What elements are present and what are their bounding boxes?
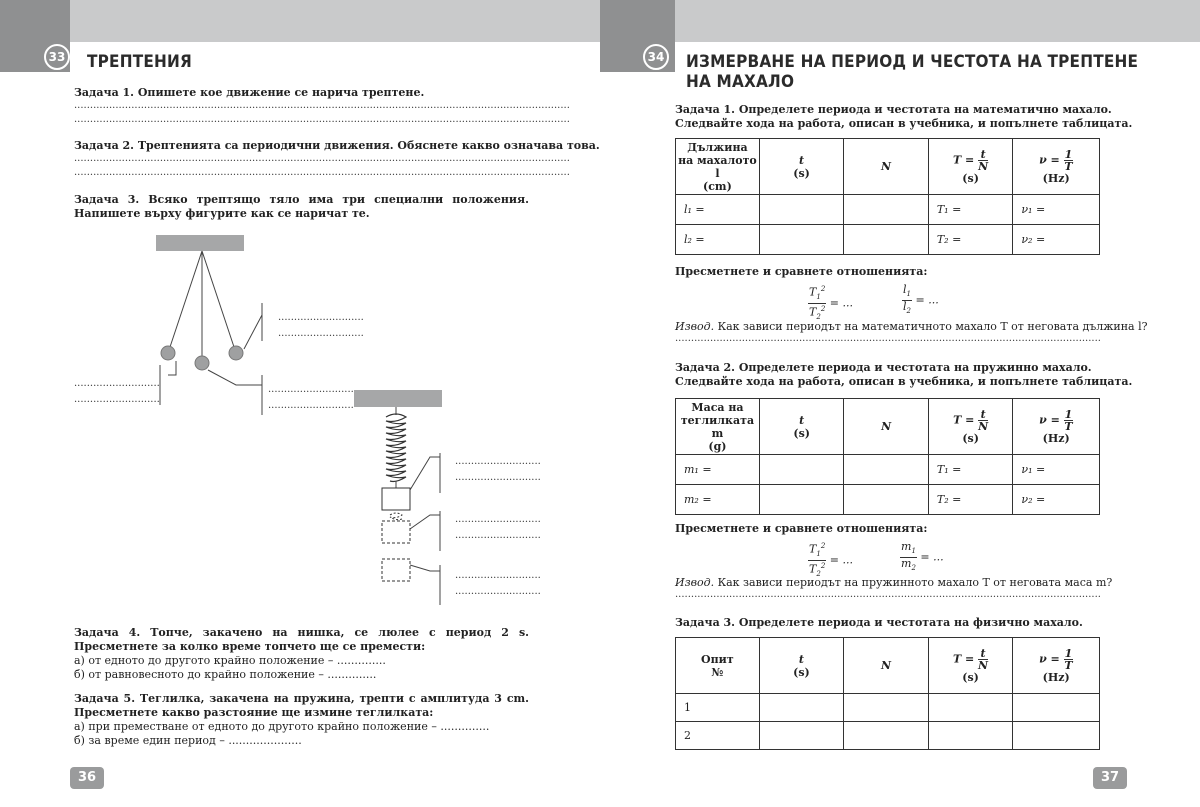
label-blank[interactable]: ........................... (268, 384, 354, 395)
table-cell[interactable] (928, 694, 1013, 722)
pendulum-ball-right (229, 346, 243, 360)
task4-left: Задача 4. Топче, закачено на нишка, се люлее с период 2 s. Пресметнете за колко време топчето ще се премести: (74, 626, 529, 653)
task1-right-line1: Задача 1. Определете периода и честотата на математично махало. (675, 103, 1112, 116)
table-mathematical-pendulum (675, 138, 1100, 255)
cell-T2[interactable]: T₂ = (928, 485, 1013, 515)
task2-right-line2: Следвайте хода на работа, описан в учебника, и попълнете таблицата. (675, 375, 1133, 388)
cell-l1[interactable]: l₁ = (676, 195, 760, 225)
label-blank[interactable]: ........................... (455, 456, 541, 467)
header-t: t (s) (759, 139, 844, 195)
table-cell[interactable] (1013, 694, 1100, 722)
page-title-right-line2: НА МАХАЛО (686, 72, 795, 92)
leader-line (244, 315, 262, 349)
table-cell[interactable] (844, 195, 928, 225)
leader-line (208, 370, 262, 385)
table-cell[interactable] (759, 694, 844, 722)
cell-m2[interactable]: m₂ = (676, 485, 760, 515)
task4-a[interactable]: а) от едното до другото крайно положение – .............. (74, 654, 386, 667)
chapter-number-left: 33 (44, 44, 70, 70)
task1-left: Задача 1. Опишете кое движение се нарича трептене. (74, 86, 425, 99)
leader-line (168, 361, 176, 375)
leader-line (410, 457, 440, 490)
cell-nu2[interactable]: ν₂ = (1013, 485, 1100, 515)
table-spring-pendulum (675, 398, 1100, 515)
page-title-left: ТРЕПТЕНИЯ (87, 52, 192, 72)
page-title-right-line1: ИЗМЕРВАНЕ НА ПЕРИОД И ЧЕСТОТА НА ТРЕПТЕНЕ (686, 52, 1139, 72)
header-N: N (844, 139, 928, 195)
table-cell[interactable] (844, 485, 928, 515)
header-trial: Опит № (676, 638, 760, 694)
header-N: N (844, 399, 928, 455)
task5-left: Задача 5. Теглилка, закачена на пружина, трепти с амплитуда 3 cm. Пресметнете какво разстояние ще измине теглилката: (74, 692, 529, 719)
cell-l2[interactable]: l₂ = (676, 225, 760, 255)
cell-T1[interactable]: T₁ = (928, 455, 1013, 485)
header-period: T = $\frac{t}{N}$ (s) (928, 638, 1013, 694)
header-t: t (s) (759, 399, 844, 455)
leader-line (410, 565, 440, 571)
table-cell[interactable] (928, 722, 1013, 750)
header-t: t (s) (759, 638, 844, 694)
task3-left: Задача 3. Всяко трептящо тяло има три специални положения. Напишете върху фигурите как се наричат те. (74, 193, 529, 220)
header-length: Дължина на махалото l (cm) (676, 139, 760, 195)
ratio-l1-l2: $\frac{l_1}{l_2}$ = ... (903, 283, 939, 316)
ratio-T1-T2: $\frac{T_1^2}{T_2^2}$ = ... (809, 542, 853, 578)
label-blank[interactable]: ........................... (278, 312, 364, 323)
page-number-right: 37 (1093, 767, 1127, 789)
task5-a[interactable]: а) при преместване от едното до другото крайно положение – .............. (74, 720, 490, 733)
table-physical-pendulum (675, 637, 1100, 750)
header-frequency: ν = $\frac{1}{T}$ (Hz) (1013, 399, 1100, 455)
answer-line[interactable]: ...................................................................................................................................... (675, 589, 1101, 600)
table-cell[interactable] (844, 722, 929, 750)
label-blank[interactable]: ........................... (455, 586, 541, 597)
cell-T2[interactable]: T₂ = (928, 225, 1013, 255)
pendulum-ball-center (195, 356, 209, 370)
header-period: T = $\frac{t}{N}$ (s) (928, 399, 1013, 455)
spring-weight-ghost-2 (382, 559, 410, 581)
conclusion-2: Извод. Как зависи периодът на пружинното махало T от неговата маса m? (675, 576, 1113, 589)
header-band-left (70, 0, 600, 42)
label-blank[interactable]: ........................... (455, 514, 541, 525)
compute-label-1: Пресметнете и сравнете отношенията: (675, 265, 928, 278)
task2-left: Задача 2. Трептенията са периодични движения. Обяснете какво означава това. (74, 139, 600, 152)
spring-support (354, 390, 442, 407)
task3-right: Задача 3. Определете периода и честотата на физично махало. (675, 616, 1083, 629)
page-number-left: 36 (70, 767, 104, 789)
header-period: T = $\frac{t}{N}$ (s) (928, 139, 1013, 195)
pendulum-string-left (168, 251, 202, 353)
label-blank[interactable]: ........................... (455, 530, 541, 541)
table-cell[interactable] (844, 225, 928, 255)
spring-weight-ghost-1 (382, 521, 410, 543)
table-cell[interactable] (759, 455, 844, 485)
compute-label-2: Пресметнете и сравнете отношенията: (675, 522, 928, 535)
table-cell[interactable] (844, 455, 928, 485)
header-N: N (844, 638, 929, 694)
cell-T1[interactable]: T₁ = (928, 195, 1013, 225)
ratio-T1-T2: $\frac{T_1^2}{T_2^2}$ = ... (809, 285, 853, 321)
table-cell[interactable] (759, 722, 844, 750)
answer-line[interactable]: ............................................................................................................................................................ (74, 114, 570, 125)
task4-b[interactable]: б) от равновесното до крайно положение – .............. (74, 668, 377, 681)
label-blank[interactable]: ........................... (268, 400, 354, 411)
answer-line[interactable]: ...................................................................................................................................... (675, 333, 1101, 344)
label-blank[interactable]: ........................... (74, 378, 160, 389)
cell-m1[interactable]: m₁ = (676, 455, 760, 485)
cell-nu2[interactable]: ν₂ = (1013, 225, 1100, 255)
label-blank[interactable]: ........................... (278, 328, 364, 339)
answer-line[interactable]: ............................................................................................................................................................ (74, 100, 570, 111)
table-cell[interactable] (1013, 722, 1100, 750)
oscillation-figure (0, 225, 600, 615)
label-blank[interactable]: ........................... (455, 472, 541, 483)
table-cell[interactable] (759, 485, 844, 515)
cell-nu1[interactable]: ν₁ = (1013, 195, 1100, 225)
spring-coil (386, 414, 406, 482)
header-band-right (675, 0, 1200, 42)
task5-b[interactable]: б) за време един период – ..................... (74, 734, 302, 747)
table-cell[interactable] (844, 694, 929, 722)
answer-line[interactable]: ............................................................................................................................................................ (74, 153, 570, 164)
leader-line (410, 515, 440, 529)
task1-right-line2: Следвайте хода на работа, описан в учебника, и попълнете таблицата. (675, 117, 1133, 130)
cell-trial-2: 2 (676, 722, 760, 750)
header-frequency: ν = $\frac{1}{T}$ (Hz) (1013, 139, 1100, 195)
spring-weight (382, 488, 410, 510)
label-blank[interactable]: ........................... (455, 570, 541, 581)
cell-trial-1: 1 (676, 694, 760, 722)
label-blank[interactable]: ........................... (74, 394, 160, 405)
pendulum-ball-left (161, 346, 175, 360)
table-cell[interactable] (759, 225, 844, 255)
pendulum-string-right (202, 251, 236, 353)
table-cell[interactable] (759, 195, 844, 225)
task2-right-line1: Задача 2. Определете периода и честотата на пружинно махало. (675, 361, 1092, 374)
conclusion-1: Извод. Как зависи периодът на математичното махало T от неговата дължина l? (675, 320, 1148, 333)
pendulum-support (156, 235, 244, 251)
header-mass: Маса на теглилката m (g) (676, 399, 760, 455)
ratio-m1-m2: $\frac{m_1}{m_2}$ = ... (901, 540, 944, 573)
answer-line[interactable]: ............................................................................................................................................................ (74, 167, 570, 178)
header-frequency: ν = $\frac{1}{T}$ (Hz) (1013, 638, 1100, 694)
chapter-number-right: 34 (643, 44, 669, 70)
cell-nu1[interactable]: ν₁ = (1013, 455, 1100, 485)
